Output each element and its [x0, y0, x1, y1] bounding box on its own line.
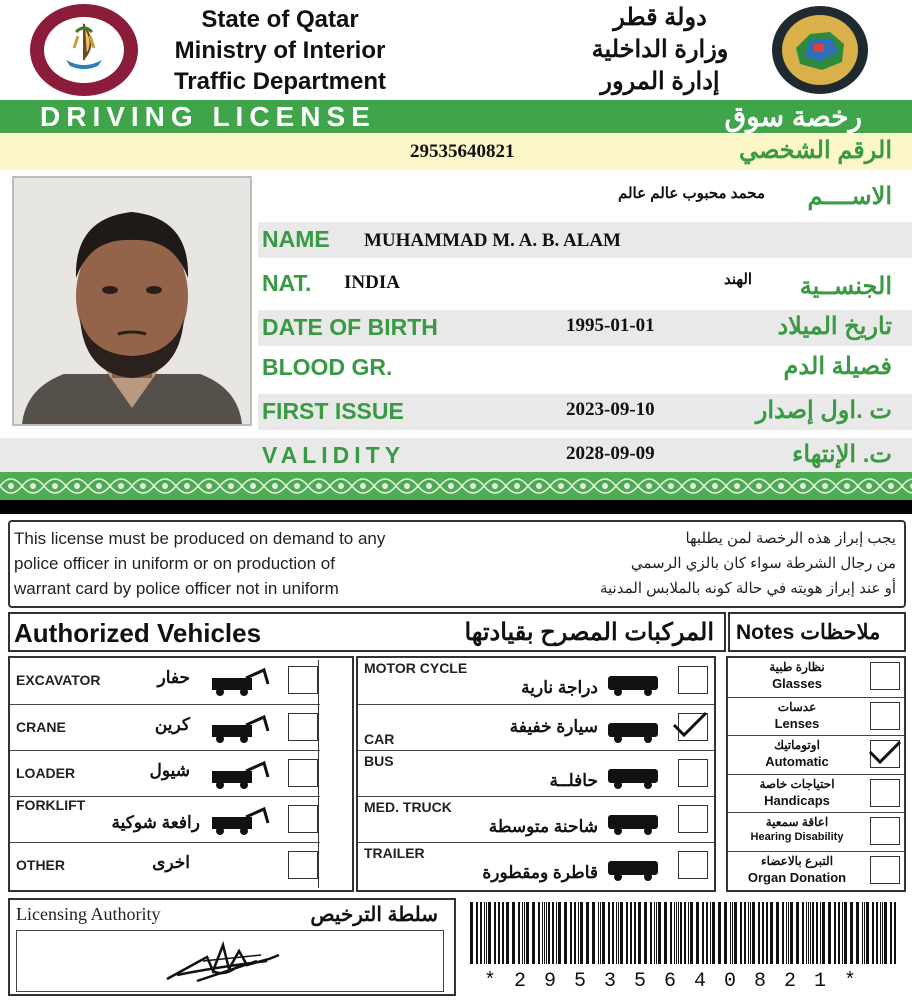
trailer-icon: [604, 851, 668, 881]
barcode-bar: [750, 902, 751, 964]
validity-ar-label: ت. الإنتهاء: [792, 441, 892, 468]
note-label-en: Hearing Disability: [750, 831, 844, 844]
barcode-bar: [864, 902, 865, 964]
nationality-value: INDIA: [344, 272, 400, 293]
nationality-ar-value: الهند: [724, 271, 753, 288]
barcode-bar: [806, 902, 807, 964]
header-en: [150, 4, 410, 97]
vehicle-label-en: MED. TRUCK: [364, 799, 452, 815]
vehicle-row-trailer: [358, 842, 714, 888]
barcode-bar: [844, 902, 847, 964]
vehicle-label-ar: رافعة شوكية: [111, 813, 200, 832]
vehicle-label-ar: حافلــة: [549, 771, 598, 790]
vehicle-label-en: TRAILER: [364, 845, 425, 861]
barcode-bar: [890, 902, 892, 964]
vehicle-label-en: BUS: [364, 753, 394, 769]
barcode-bar: [872, 902, 874, 964]
barcode-bar: [546, 902, 547, 964]
barcode-bar: [578, 902, 579, 964]
note-label-en: Handicaps: [764, 792, 830, 808]
notes-header: [728, 612, 906, 652]
card-divider: [0, 500, 912, 514]
signature-field: [16, 930, 444, 992]
barcode-bar: [856, 902, 859, 964]
barcode-bar: [748, 902, 749, 964]
barcode-bar: [526, 902, 529, 964]
barcode-bar: [518, 902, 520, 964]
barcode-bar: [538, 902, 540, 964]
barcode-bar: [740, 902, 742, 964]
barcode-bar: [876, 902, 878, 964]
note-row-glasses: [728, 658, 904, 697]
barcode-bar: [630, 902, 632, 964]
authorized-vehicles-title-ar: المركبات المصرح بقيادتها: [464, 619, 714, 646]
barcode-bar: [544, 902, 545, 964]
barcode-bar: [574, 902, 576, 964]
dob-label: DATE OF BIRTH: [262, 314, 438, 340]
header-ar-line-1: دولة قطر: [613, 4, 707, 31]
note-label-ar: احتياجات خاصة: [759, 776, 835, 791]
barcode-bar: [842, 902, 843, 964]
barcode-bar: [862, 902, 863, 964]
other-vehicle-icon: [206, 851, 272, 881]
note-checkbox[interactable]: [870, 662, 900, 690]
notice-en-line-3: warrant card by police officer not in uniform: [14, 579, 339, 598]
notice-ar-line-1: يجب إبراز هذه الرخصة لمن يطلبها: [685, 530, 896, 547]
barcode-bar: [658, 902, 661, 964]
notice-ar-line-2: من رجال الشرطة سواء كان بالزي الرسمي: [630, 555, 896, 572]
barcode-bar: [696, 902, 699, 964]
barcode-bar: [656, 902, 657, 964]
barcode-bar: [894, 902, 896, 964]
vehicle-checkbox[interactable]: [288, 805, 318, 833]
notice-ar: [516, 526, 896, 601]
licensing-authority-box: [8, 898, 456, 996]
barcode-bar: [732, 902, 733, 964]
barcode-bar: [580, 902, 583, 964]
light-vehicles-box: [356, 656, 716, 892]
nationality-ar-label: الجنســية: [799, 273, 892, 300]
vehicle-label-en: FORKLIFT: [16, 797, 86, 813]
barcode-bar: [586, 902, 589, 964]
barcode-bar: [684, 902, 686, 964]
barcode-bar: [678, 902, 679, 964]
decorative-pattern-band: [0, 472, 912, 500]
barcode-bar: [502, 902, 504, 964]
first-issue-value: 2023-09-10: [566, 399, 655, 420]
barcode-bar: [812, 902, 814, 964]
vehicle-label-ar: سيارة خفيفة: [509, 717, 598, 736]
barcode-bar: [788, 902, 789, 964]
medium-truck-icon: [604, 805, 668, 835]
barcode-bar: [488, 902, 491, 964]
personal-number-band: [0, 134, 912, 170]
barcode-bar: [494, 902, 496, 964]
barcode-bar: [702, 902, 704, 964]
barcode-bar: [866, 902, 869, 964]
nationality-row: [258, 266, 912, 302]
authorized-vehicles-title-en: Authorized Vehicles: [14, 618, 262, 648]
motorcycle-icon: [604, 666, 668, 696]
vehicle-checkbox[interactable]: [288, 666, 318, 694]
note-label-ar: اوتوماتيك: [774, 738, 820, 753]
blood-group-ar-label: فصيلة الدم: [783, 353, 892, 380]
barcode-bar: [484, 902, 485, 964]
note-checkbox[interactable]: [870, 702, 900, 730]
barcode-bar: [634, 902, 636, 964]
vehicle-label-ar: دراجة نارية: [521, 678, 598, 697]
barcode-bar: [712, 902, 715, 964]
barcode-bar: [752, 902, 755, 964]
barcode-bar: [564, 902, 567, 964]
barcode-bar: [828, 902, 831, 964]
notes-box: [726, 656, 906, 892]
barcode-bar: [782, 902, 784, 964]
barcode-text: * 2 9 5 3 5 6 4 0 8 2 1 *: [484, 970, 860, 993]
barcode-bar: [498, 902, 500, 964]
loader-icon: [206, 759, 272, 789]
barcode-bar: [680, 902, 682, 964]
barcode-image: [464, 902, 904, 968]
note-row-lenses: [728, 697, 904, 736]
note-row-automatic: [728, 735, 904, 774]
barcode-bar: [558, 902, 561, 964]
vehicle-row-car: [358, 704, 714, 750]
barcode-bar: [674, 902, 675, 964]
name-label: NAME: [262, 226, 330, 252]
barcode-bar: [570, 902, 572, 964]
personal-number-value: 29535640821: [410, 141, 515, 162]
portrait-image: [14, 178, 250, 424]
holder-photo: [12, 176, 252, 426]
first-issue-label: FIRST ISSUE: [262, 398, 404, 424]
barcode-bar: [608, 902, 610, 964]
barcode-bar: [880, 902, 881, 964]
barcode-bar: [602, 902, 605, 964]
validity-value: 2028-09-09: [566, 443, 655, 464]
barcode-bar: [524, 902, 525, 964]
barcode-bar: [734, 902, 737, 964]
barcode-bar: [730, 902, 731, 964]
header-ar-line-3: إدارة المرور: [600, 68, 720, 95]
barcode-bar: [776, 902, 779, 964]
header-ar-line-2: وزارة الداخلية: [591, 36, 729, 63]
nationality-label: NAT.: [262, 270, 312, 296]
barcode-bar: [796, 902, 799, 964]
vehicle-checkbox[interactable]: [288, 713, 318, 741]
note-label-en: Automatic: [765, 754, 829, 770]
barcode-bar: [522, 902, 523, 964]
vehicle-label-ar: حفار: [157, 668, 190, 687]
note-label-en: Glasses: [772, 676, 822, 691]
barcode-bar: [762, 902, 764, 964]
vehicle-checkbox[interactable]: [678, 759, 708, 787]
dob-value: 1995-01-01: [566, 315, 655, 336]
qatar-emblem-seal: [28, 2, 140, 98]
dob-row: [258, 310, 912, 346]
bus-icon: [604, 759, 668, 789]
notice-box: [8, 520, 906, 608]
checkmark-icon: [670, 709, 710, 741]
barcode-bar: [820, 902, 821, 964]
note-label-ar: نظارة طبية: [769, 660, 825, 674]
barcode-bar: [476, 902, 478, 964]
driving-license-band: [0, 100, 912, 133]
barcode-bar: [664, 902, 667, 964]
note-row-organ-donation: [728, 851, 904, 890]
barcode-bar: [676, 902, 677, 964]
validity-label: VALIDITY: [262, 442, 406, 468]
personal-number-label-ar: الرقم الشخصي: [738, 137, 892, 164]
vehicle-label-en: OTHER: [16, 857, 65, 873]
forklift-icon: [206, 805, 272, 835]
barcode-bar: [838, 902, 840, 964]
barcode-bar: [598, 902, 599, 964]
barcode-bar: [834, 902, 836, 964]
note-row-hearing-disability: [728, 812, 904, 851]
authorized-vehicles-header: [8, 612, 726, 652]
header-en-line-2: Ministry of Interior: [174, 37, 386, 64]
barcode-bar: [808, 902, 809, 964]
vehicle-label-ar: شاحنة متوسطة: [488, 817, 598, 836]
driving-license-title-en: DRIVING LICENSE: [40, 101, 376, 132]
barcode-bar: [670, 902, 672, 964]
barcode-bar: [688, 902, 689, 964]
barcode-bar: [480, 902, 482, 964]
notice-en-line-2: police officer in uniform or on production of: [14, 554, 335, 573]
vehicle-label-ar: قاطرة ومقطورة: [482, 863, 598, 882]
barcode-bar: [552, 902, 554, 964]
excavator-icon: [206, 666, 272, 696]
barcode-bar: [706, 902, 708, 964]
vehicle-row-med-truck: [358, 796, 714, 842]
dob-ar-label: تاريخ الميلاد: [777, 313, 892, 340]
first-issue-ar-label: ت .اول إصدار: [755, 397, 892, 424]
note-label-ar: التبرع بالاعضاء: [760, 854, 834, 868]
vehicle-row-crane: [10, 704, 320, 750]
notice-en: [14, 526, 385, 601]
name-ar-value: محمد محبوب عالم عالم: [618, 185, 766, 202]
barcode-bar: [766, 902, 768, 964]
barcode-bar: [506, 902, 509, 964]
validity-row: [0, 438, 912, 474]
barcode-bar: [542, 902, 543, 964]
barcode-bar: [718, 902, 721, 964]
heavy-vehicles-box: [8, 656, 354, 892]
barcode-bar: [810, 902, 811, 964]
barcode-bar: [802, 902, 804, 964]
driving-license-title-ar: رخصة سوق: [724, 101, 862, 132]
note-row-handicaps: [728, 774, 904, 813]
barcode-bar: [884, 902, 887, 964]
barcode-bar: [770, 902, 773, 964]
barcode-bar: [644, 902, 647, 964]
vehicle-bracket: [318, 660, 352, 888]
name-ar-row: [258, 176, 912, 220]
barcode-bar: [470, 902, 473, 964]
barcode-bar: [626, 902, 628, 964]
notes-title: Notes ملاحظات: [736, 621, 881, 644]
vehicle-label-en: EXCAVATOR: [16, 672, 101, 688]
signature-image: [17, 931, 441, 989]
vehicle-row-loader: [10, 750, 320, 796]
note-checkbox[interactable]: [870, 779, 900, 807]
barcode-box: [460, 898, 906, 996]
barcode-bar: [616, 902, 617, 964]
barcode-bar: [486, 902, 487, 964]
barcode-bar: [620, 902, 623, 964]
header-en-line-3: Traffic Department: [173, 68, 387, 95]
vehicle-checkbox[interactable]: [288, 851, 318, 879]
vehicle-label-ar: شيول: [149, 761, 190, 780]
gcc-emblem: [770, 4, 870, 96]
licensing-authority-en: Licensing Authority: [16, 904, 161, 924]
note-label-ar: اعاقة سمعية: [765, 815, 829, 830]
vehicle-checkbox[interactable]: [678, 805, 708, 833]
barcode-bar: [654, 902, 655, 964]
first-issue-row: [258, 394, 912, 430]
notice-ar-line-3: أو عند إبراز هويته في حالة كونه بالملابس المدنية: [599, 580, 896, 597]
barcode-bar: [724, 902, 727, 964]
vehicle-checkbox[interactable]: [678, 666, 708, 694]
barcode-bar: [556, 902, 557, 964]
header-en-line-1: State of Qatar: [201, 6, 359, 33]
barcode-bar: [512, 902, 515, 964]
vehicle-row-motor-cycle: [358, 658, 714, 704]
crane-icon: [206, 713, 272, 743]
name-ar-label: الاســــم: [807, 183, 892, 210]
licensing-authority-ar: سلطة الترخيص: [310, 904, 438, 926]
barcode-bar: [758, 902, 760, 964]
blood-group-row: [258, 350, 912, 386]
barcode-bar: [882, 902, 883, 964]
barcode-bar: [548, 902, 550, 964]
barcode-bar: [822, 902, 825, 964]
vehicle-row-other: [10, 842, 320, 888]
note-label-ar: عدسات: [777, 699, 817, 714]
vehicle-checkbox[interactable]: [288, 759, 318, 787]
pattern-ornament: [0, 472, 912, 500]
note-label-en: Organ Donation: [747, 870, 847, 885]
note-checkbox[interactable]: [870, 856, 900, 884]
barcode-bar: [710, 902, 711, 964]
vehicle-label-ar: كرين: [154, 715, 190, 734]
blood-group-label: BLOOD GR.: [262, 354, 393, 380]
name-value: MUHAMMAD M. A. B. ALAM: [364, 230, 621, 251]
vehicle-row-bus: [358, 750, 714, 796]
name-row: [258, 222, 912, 258]
vehicle-row-excavator: [10, 658, 320, 704]
barcode-bar: [638, 902, 641, 964]
car-icon: [604, 713, 668, 743]
vehicle-label-ar: اخرى: [152, 853, 190, 872]
vehicle-label-en: LOADER: [16, 765, 76, 781]
barcode-bar: [690, 902, 693, 964]
vehicle-label-en: CRANE: [16, 719, 66, 735]
vehicle-label-en: MOTOR CYCLE: [364, 660, 468, 676]
barcode-bar: [618, 902, 619, 964]
vehicle-label-en: CAR: [364, 731, 395, 747]
note-label-en: Lenses: [774, 715, 820, 731]
barcode-bar: [786, 902, 787, 964]
note-checkbox[interactable]: [870, 817, 900, 845]
barcode-bar: [790, 902, 793, 964]
barcode-bar: [600, 902, 601, 964]
checkmark-icon: [866, 738, 904, 768]
vehicle-checkbox[interactable]: [678, 851, 708, 879]
barcode-bar: [532, 902, 535, 964]
barcode-bar: [592, 902, 595, 964]
barcode-bar: [744, 902, 746, 964]
barcode-bar: [816, 902, 818, 964]
notice-en-line-1: This license must be produced on demand to any: [14, 529, 386, 548]
barcode-bar: [650, 902, 652, 964]
barcode-bar: [850, 902, 853, 964]
barcode-bar: [612, 902, 614, 964]
vehicle-row-forklift: [10, 796, 320, 842]
header-ar: [560, 2, 760, 98]
